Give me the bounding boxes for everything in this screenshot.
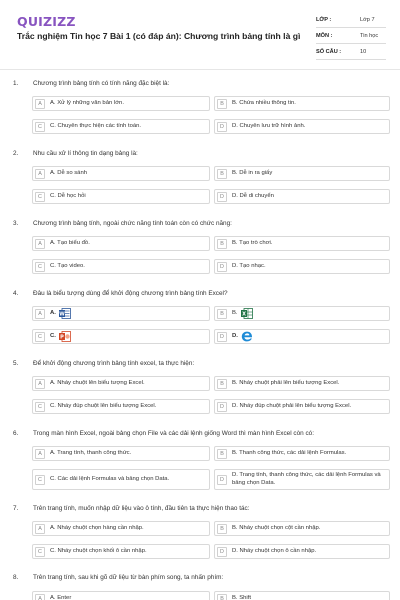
meta-value: 10 — [360, 49, 367, 55]
option-letter: B — [217, 309, 227, 319]
option-letter: C — [35, 262, 45, 272]
question-number: 4. — [13, 290, 19, 297]
option-d[interactable] — [214, 329, 390, 344]
question-text: Trên trang tính, muốn nhập dữ liệu vào ô tính, đầu tiên ta thực hiện thao tác: — [33, 505, 250, 512]
option-letter: B — [217, 524, 227, 534]
question-text: Để khởi động chương trình bảng tính excel, ta thực hiện: — [33, 360, 195, 367]
option-letter: C — [35, 475, 45, 485]
svg-text:P: P — [60, 334, 64, 341]
option-letter: D — [217, 332, 227, 342]
option-text: B. Nháy chuột chọn cột cần nhập. — [232, 524, 321, 531]
quizizz-logo: QUIZIZZ — [17, 14, 76, 29]
option-letter: A — [35, 99, 45, 109]
question-number: 2. — [13, 150, 19, 157]
question-text: Trong màn hình Excel, ngoài bảng chọn File và các dải lệnh giống Word thì màn hình Excel còn có: — [33, 430, 314, 437]
option-text: A. Dễ so sánh — [50, 169, 88, 176]
option-d[interactable] — [214, 119, 390, 134]
svg-text:W: W — [59, 311, 65, 318]
option-b[interactable] — [214, 236, 390, 251]
question-number: 3. — [13, 220, 19, 227]
option-letter: B — [217, 449, 227, 459]
option-letter: B — [217, 169, 227, 179]
option-text: C. Tạo video. — [50, 262, 85, 269]
option-b[interactable] — [214, 166, 390, 181]
option-a[interactable] — [32, 166, 210, 181]
option-text: B. Thanh công thức, các dải lệnh Formulas. — [232, 449, 347, 456]
question-number: 1. — [13, 80, 19, 87]
option-text: B. Dễ in ra giấy — [232, 169, 273, 176]
option-text: C. Các dải lệnh Formulas và bảng chọn Data. — [50, 475, 170, 482]
option-a[interactable] — [32, 591, 210, 600]
option-letter: D — [217, 262, 227, 272]
option-letter: D — [217, 402, 227, 412]
option-letter: A — [35, 379, 45, 389]
meta-key: SỐ CÂU : — [316, 49, 342, 55]
option-text: A. Nháy chuột lên biểu tượng Excel. — [50, 379, 145, 386]
option-text: D. Nháy chuột chọn ô cần nhập. — [232, 547, 317, 554]
option-b[interactable] — [214, 306, 390, 321]
option-letter: B — [217, 379, 227, 389]
option-letter: B — [217, 99, 227, 109]
option-letter: A — [35, 449, 45, 459]
option-d[interactable] — [214, 399, 390, 414]
option-a[interactable] — [32, 96, 210, 111]
option-letter: B — [217, 594, 227, 600]
option-c[interactable] — [32, 399, 210, 414]
option-text: B. Shift — [232, 594, 251, 600]
option-letter: C — [35, 192, 45, 202]
document-meta — [316, 12, 386, 60]
option-letter: A — [35, 239, 45, 249]
question-text: Chương trình bảng tính, ngoài chức năng tính toán còn có chức năng: — [33, 220, 232, 227]
option-a[interactable] — [32, 376, 210, 391]
option-letter: D — [217, 192, 227, 202]
option-d[interactable] — [214, 259, 390, 274]
option-text: C. — [50, 332, 56, 339]
meta-subject-row — [316, 28, 386, 44]
question-text: Nhu cầu xử lí thông tin dạng bảng là: — [33, 150, 138, 157]
option-text: A. Xử lý những văn bản lớn. — [50, 99, 124, 106]
edge-browser-icon — [241, 331, 253, 342]
meta-count-row — [316, 44, 386, 60]
option-letter: C — [35, 402, 45, 412]
question-number: 7. — [13, 505, 19, 512]
powerpoint-icon — [59, 331, 71, 342]
question-number: 8. — [13, 574, 19, 581]
option-b[interactable] — [214, 591, 390, 600]
option-d[interactable] — [214, 469, 390, 490]
option-a[interactable] — [32, 236, 210, 251]
meta-key: LỚP : — [316, 17, 332, 23]
meta-class-row — [316, 12, 386, 28]
document-title: Trắc nghiệm Tin học 7 Bài 1 (có đáp án): Chương trình bảng tính là gì — [17, 31, 301, 41]
option-c[interactable] — [32, 329, 210, 344]
option-a[interactable] — [32, 306, 210, 321]
option-text: D. Dễ di chuyển — [232, 192, 274, 199]
meta-key: MÔN : — [316, 33, 333, 39]
option-c[interactable] — [32, 119, 210, 134]
option-letter: D — [217, 122, 227, 132]
option-d[interactable] — [214, 544, 390, 559]
word-icon — [59, 308, 71, 319]
option-text: C. Chuyên thực hiện các tính toán. — [50, 122, 142, 129]
option-a[interactable] — [32, 446, 210, 461]
header-divider — [0, 69, 400, 70]
question-text: Đâu là biểu tượng dùng để khởi động chương trình bảng tính Excel? — [33, 290, 228, 297]
option-b[interactable] — [214, 376, 390, 391]
document-header — [0, 0, 400, 68]
excel-icon — [241, 308, 253, 319]
option-c[interactable] — [32, 544, 210, 559]
option-c[interactable] — [32, 189, 210, 204]
meta-value: Lớp 7 — [360, 17, 375, 23]
option-text: C. Nháy chuột chọn khối ô cần nhập. — [50, 547, 147, 554]
option-text: C. Dễ học hỏi — [50, 192, 86, 199]
question-number: 6. — [13, 430, 19, 437]
question-number: 5. — [13, 360, 19, 367]
question-text: Chương trình bảng tính có tính năng đặc biệt là: — [33, 80, 170, 87]
option-letter: A — [35, 594, 45, 600]
option-b[interactable] — [214, 521, 390, 536]
option-text: B. Chứa nhiều thông tin. — [232, 99, 296, 106]
option-text: D. — [232, 332, 238, 339]
option-text: C. Nháy đúp chuột lên biểu tượng Excel. — [50, 402, 157, 409]
option-text: B. Tạo trò chơi. — [232, 239, 273, 246]
option-letter: A — [35, 524, 45, 534]
option-text: A. Trang tính, thanh công thức. — [50, 449, 132, 456]
option-text: D. Nháy đúp chuột phải lên biểu tượng Excel. — [232, 402, 352, 409]
option-a[interactable] — [32, 521, 210, 536]
option-text: D. Trang tính, thanh công thức, các dải lệnh Formulas và bảng chọn Data. — [232, 472, 381, 486]
svg-text:X: X — [241, 311, 246, 318]
option-b[interactable] — [214, 96, 390, 111]
option-text: A. Nháy chuột chọn hàng cần nhập. — [50, 524, 144, 531]
option-letter: D — [217, 475, 227, 485]
option-letter: C — [35, 122, 45, 132]
option-letter: A — [35, 169, 45, 179]
option-d[interactable] — [214, 189, 390, 204]
option-text: A. — [50, 309, 56, 316]
option-letter: A — [35, 309, 45, 319]
option-c[interactable] — [32, 469, 210, 490]
question-text: Trên trang tính, sau khi gõ dữ liệu từ bàn phím song, ta nhấn phím: — [33, 574, 224, 581]
option-text: A. Enter — [50, 594, 72, 600]
meta-value: Tin học — [360, 33, 379, 39]
option-text: D. Tạo nhạc. — [232, 262, 266, 269]
option-b[interactable] — [214, 446, 390, 461]
option-c[interactable] — [32, 259, 210, 274]
option-text: B. — [232, 309, 238, 316]
option-text: A. Tạo biểu đồ. — [50, 239, 90, 246]
option-text: D. Chuyên lưu trữ hình ảnh. — [232, 122, 306, 129]
option-letter: C — [35, 332, 45, 342]
question-8 — [0, 574, 400, 600]
option-letter: D — [217, 547, 227, 557]
option-letter: B — [217, 239, 227, 249]
option-text: B. Nháy chuột phải lên biểu tượng Excel. — [232, 379, 340, 386]
option-letter: C — [35, 547, 45, 557]
